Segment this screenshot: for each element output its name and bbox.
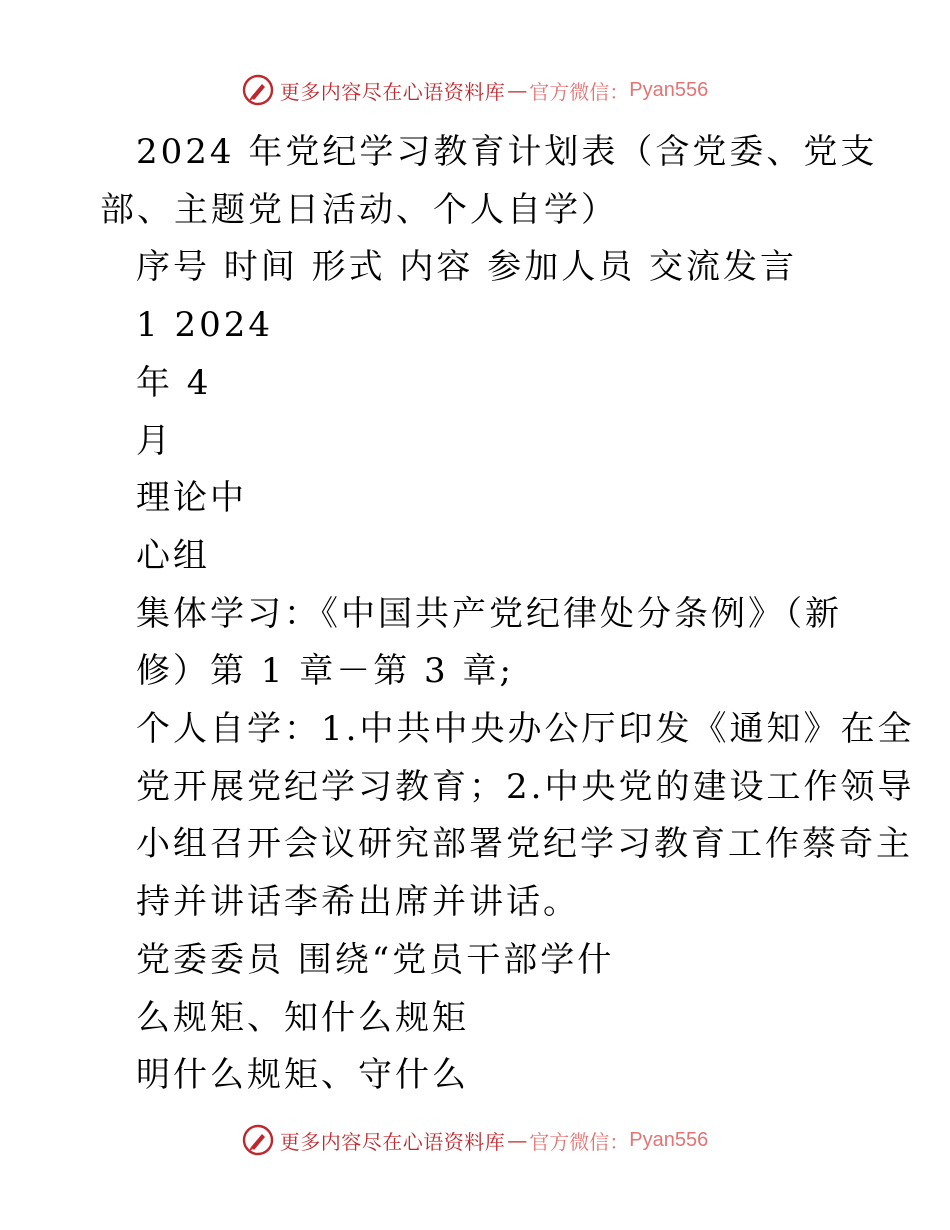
doc-line: 年 4: [136, 362, 212, 403]
doc-line: 持并讲话李希出席并讲话。: [136, 882, 580, 923]
watermark-dash: —: [507, 1128, 528, 1152]
doc-line: 理论中: [136, 478, 247, 519]
doc-line: 集体学习：《中国共产党纪律处分条例》（新: [136, 593, 842, 634]
watermark-site-text: 更多内容尽在心语资料库: [279, 79, 506, 104]
doc-line: 修）第 1 章－第 3 章;: [136, 651, 514, 692]
header-watermark-banner: [0, 70, 950, 110]
footer-watermark-banner: [0, 1120, 950, 1160]
doc-line: 1 2024: [136, 305, 273, 346]
doc-line: 心组: [136, 535, 210, 576]
doc-line: 序号 时间 形式 内容 参加人员 交流发言: [136, 247, 798, 288]
watermark-dash: —: [507, 78, 528, 102]
doc-line: 党开展党纪学习教育；2.中央党的建设工作领导: [136, 766, 915, 807]
doc-line: 党委委员 围绕“党员干部学什: [136, 939, 615, 980]
doc-line: 明什么规矩、守什么: [136, 1055, 469, 1096]
doc-line: 么规矩、知什么规矩: [136, 997, 469, 1038]
doc-line: 部、主题党日活动、个人自学）: [100, 189, 618, 230]
pen-logo-icon: [242, 74, 274, 106]
watermark-wechat-label: 官方微信：: [529, 79, 630, 104]
doc-line: 2024 年党纪学习教育计划表（含党委、党支: [136, 132, 878, 172]
doc-line: 个人自学：1.中共中央办公厅印发《通知》在全: [136, 709, 915, 750]
watermark-wechat-label: 官方微信：: [529, 1129, 630, 1154]
watermark-wechat-handle: Pyan556: [629, 1128, 709, 1151]
watermark-wechat-handle: Pyan556: [629, 78, 709, 101]
document-body: [100, 124, 915, 1105]
pen-logo-icon: [242, 1124, 274, 1156]
doc-line: 小组召开会议研究部署党纪学习教育工作蔡奇主: [136, 824, 913, 865]
doc-line: 月: [136, 420, 173, 461]
watermark-site-text: 更多内容尽在心语资料库: [279, 1129, 506, 1154]
